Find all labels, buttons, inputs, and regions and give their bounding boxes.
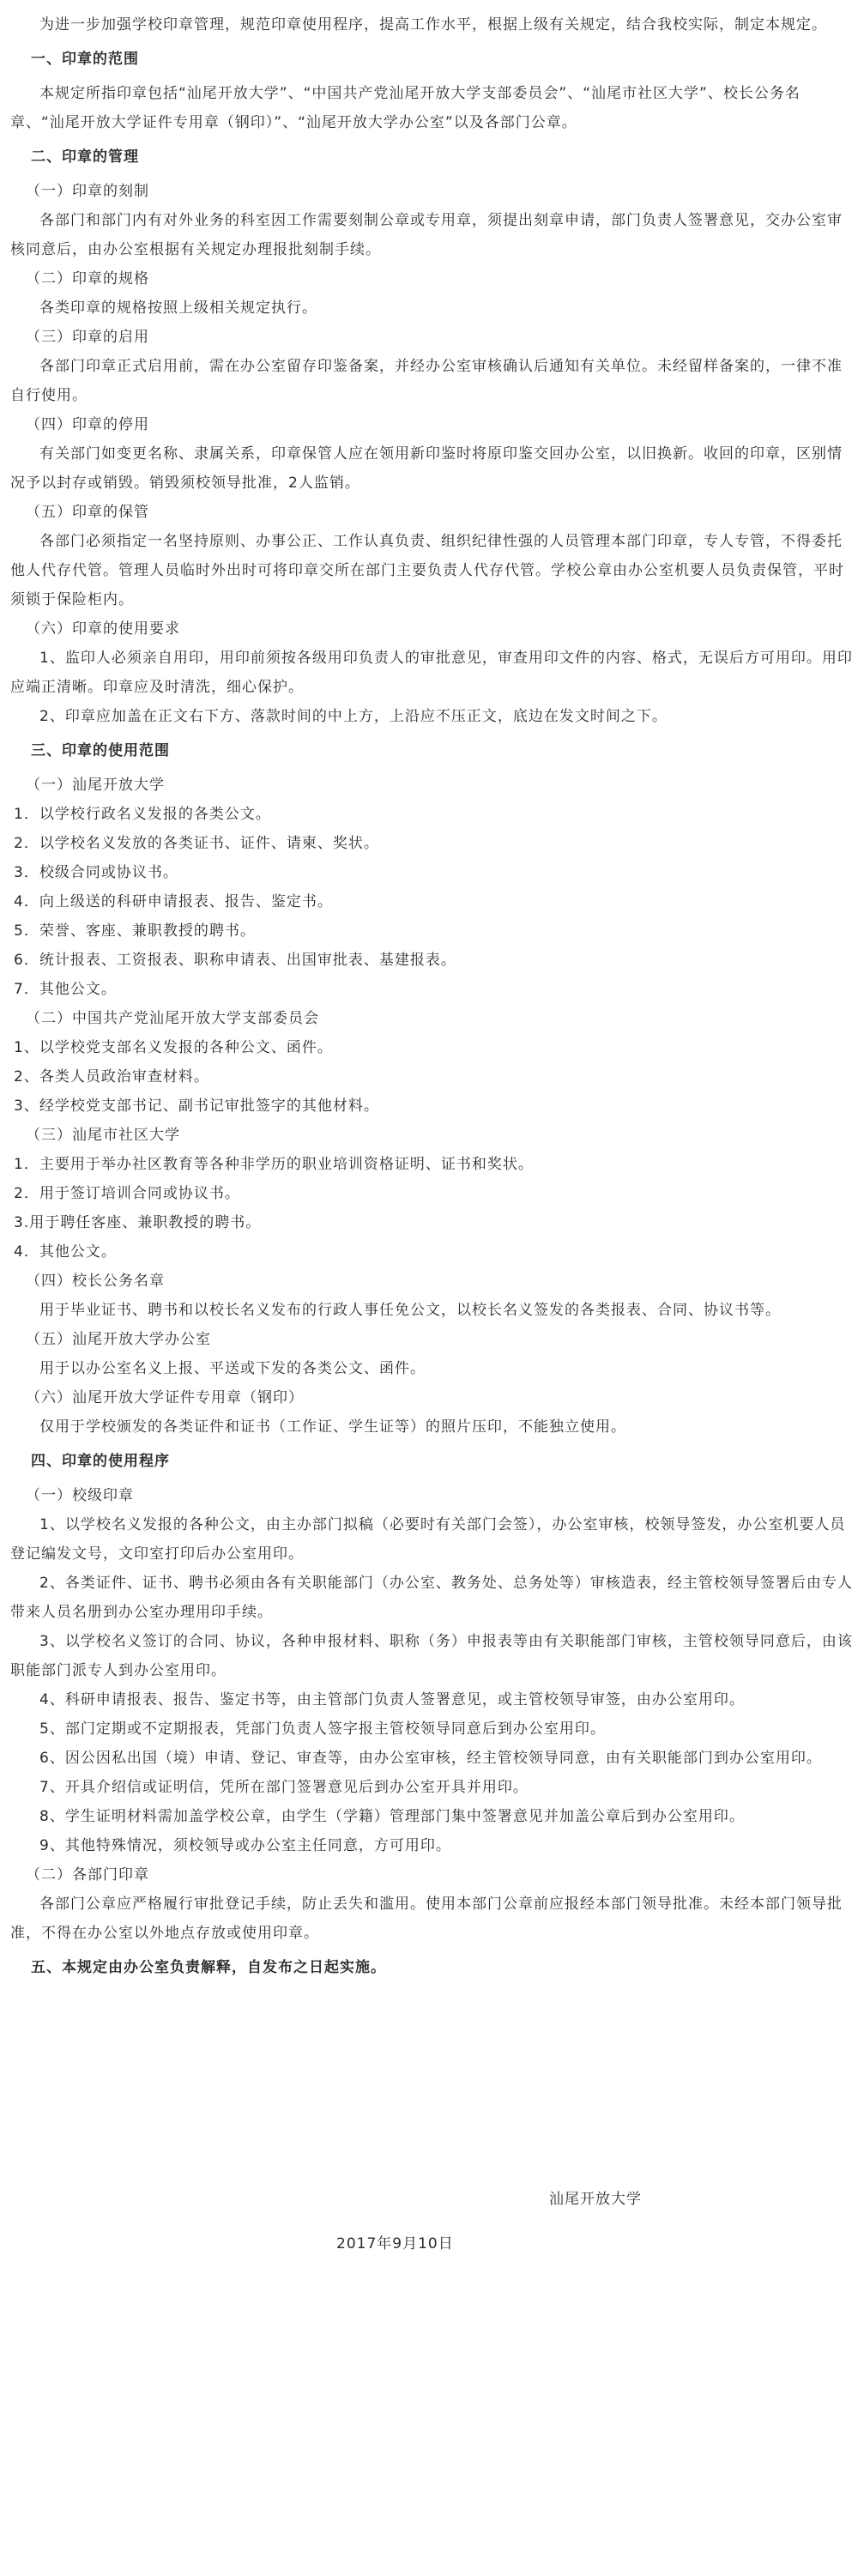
body-paragraph: 用于毕业证书、聘书和以校长名义发布的行政人事任免公文，以校长名义签发的各类报表、合同、协议书等。 [39, 1302, 781, 1319]
list-item: 7．其他公文。 [14, 981, 117, 998]
body-paragraph: 仅用于学校颁发的各类证件和证书（工作证、学生证等）的照片压印，不能独立使用。 [39, 1418, 626, 1436]
list-item: 4．其他公文。 [14, 1243, 117, 1261]
body-paragraph: 各部门和部门内有对外业务的科室因工作需要刻制公章或专用章，须提出刻章申请，部门负责人签署意见，交办公室审核同意后，由办公室根据有关规定办理报批刻制手续。 [10, 212, 843, 258]
subsection-heading: （二）各部门印章 [26, 1866, 149, 1884]
list-item: 2．以学校名义发放的各类证书、证件、请柬、奖状。 [14, 835, 379, 852]
section-heading: 二、印章的管理 [31, 148, 139, 166]
body-paragraph: 各部门印章正式启用前，需在办公室留存印鉴备案，并经办公室审核确认后通知有关单位。未经留样备案的，一律不准自行使用。 [10, 358, 843, 404]
body-paragraph: 5、部门定期或不定期报表，凭部门负责人签字报主管校领导同意后到办公室用印。 [39, 1720, 606, 1738]
section-heading: 四、印章的使用程序 [31, 1453, 170, 1470]
subsection-heading: （六）汕尾开放大学证件专用章（钢印） [26, 1389, 304, 1406]
body-paragraph: 各类印章的规格按照上级相关规定执行。 [39, 299, 317, 317]
sections-container [10, 45, 854, 1948]
body-paragraph: 2、各类证件、证书、聘书必须由各有关职能部门（办公室、教务处、总务处等）审核造表，经主管校领导签署后由专人带来人员名册到办公室办理用印手续。 [10, 1575, 853, 1621]
signature-organization: 汕尾开放大学 [549, 2191, 642, 2208]
subsection-heading: （五）汕尾开放大学办公室 [26, 1331, 211, 1348]
list-item: 2、各类人员政治审查材料。 [14, 1068, 209, 1085]
list-item: 1．以学校行政名义发报的各类公文。 [14, 806, 271, 823]
list-item: 3．校级合同或协议书。 [14, 864, 178, 881]
body-paragraph: 有关部门如变更名称、隶属关系，印章保管人应在领用新印鉴时将原印鉴交回办公室，以旧换新。收回的印章，区别情况予以封存或销毁。销毁须校领导批准，2人监销。 [10, 445, 843, 492]
subsection-heading: （三）印章的启用 [26, 329, 149, 346]
subsection-heading: （三）汕尾市社区大学 [26, 1127, 180, 1144]
subsection-heading: （四）印章的停用 [26, 416, 149, 433]
body-paragraph: 8、学生证明材料需加盖学校公章，由学生（学籍）管理部门集中签署意见并加盖公章后到办公室用印。 [39, 1808, 745, 1825]
section-heading: 一、印章的范围 [31, 51, 139, 68]
subsection-heading: （一）印章的刻制 [26, 183, 149, 200]
subsection-heading: （六）印章的使用要求 [26, 620, 180, 638]
signature-date: 2017年9月10日 [336, 2235, 454, 2252]
spacer [10, 1987, 854, 2185]
intro-paragraph: 为进一步加强学校印章管理，规范印章使用程序，提高工作水平，根据上级有关规定，结合我校实际，制定本规定。 [39, 16, 827, 33]
body-paragraph: 1、以学校名义发报的各种公文，由主办部门拟稿（必要时有关部门会签），办公室审核，校领导签发，办公室机要人员登记编发文号，文印室打印后办公室用印。 [10, 1516, 846, 1563]
list-item: 2．用于签订培训合同或协议书。 [14, 1185, 240, 1202]
body-paragraph: 9、其他特殊情况，须校领导或办公室主任同意，方可用印。 [39, 1837, 451, 1854]
body-paragraph: 6、因公因私出国（境）申请、登记、审查等，由办公室审核，经主管校领导同意，由有关职能部门到办公室用印。 [39, 1750, 822, 1767]
list-item: 4．向上级送的科研申请报表、报告、鉴定书。 [14, 893, 333, 910]
body-paragraph: 4、科研申请报表、报告、鉴定书等，由主管部门负责人签署意见，或主管校领导审签，由办公室用印。 [39, 1691, 745, 1708]
body-paragraph: 用于以办公室名义上报、平送或下发的各类公文、函件。 [39, 1360, 426, 1377]
body-paragraph: 各部门必须指定一名坚持原则、办事公正、工作认真负责、组织纪律性强的人员管理本部门印章，专人专管，不得委托他人代存代管。管理人员临时外出时可将印章交所在部门主要负责人代存代管。学校公章由办公室机要人员负责保管，平时须锁于保险柜内。 [10, 533, 844, 608]
subsection-heading: （一）校级印章 [26, 1487, 134, 1504]
body-paragraph: 本规定所指印章包括“汕尾开放大学”、“中国共产党汕尾开放大学支部委员会”、“汕尾市社区大学”、校长公务名章、“汕尾开放大学证件专用章（钢印）”、“汕尾开放大学办公室”以及各部门公章。 [10, 85, 801, 131]
body-paragraph: 2、印章应加盖在正文右下方、落款时间的中上方，上沿应不压正文，底边在发文时间之下。 [39, 708, 668, 725]
subsection-heading: （二）印章的规格 [26, 270, 149, 287]
list-item: 5．荣誉、客座、兼职教授的聘书。 [14, 922, 256, 940]
list-item: 1．主要用于举办社区教育等各种非学历的职业培训资格证明、证书和奖状。 [14, 1156, 534, 1173]
body-paragraph: 各部门公章应严格履行审批登记手续，防止丢失和滥用。使用本部门公章前应报经本部门领导批准。未经本部门领导批准，不得在办公室以外地点存放或使用印章。 [10, 1896, 843, 1942]
body-paragraph: 7、开具介绍信或证明信，凭所在部门签署意见后到办公室开具并用印。 [39, 1779, 529, 1796]
subsection-heading: （二）中国共产党汕尾开放大学支部委员会 [26, 1010, 319, 1027]
subsection-heading: （五）印章的保管 [26, 504, 149, 521]
section-heading: 三、印章的使用范围 [31, 742, 170, 759]
list-item: 1、以学校党支部名义发报的各种公文、函件。 [14, 1039, 333, 1056]
final-clause: 五、本规定由办公室负责解释，自发布之日起实施。 [31, 1959, 386, 1976]
subsection-heading: （四）校长公务名章 [26, 1273, 165, 1290]
list-item: 6．统计报表、工资报表、职称申请表、出国审批表、基建报表。 [14, 952, 456, 969]
list-item: 3.用于聘任客座、兼职教授的聘书。 [14, 1214, 262, 1231]
body-paragraph: 3、以学校名义签订的合同、协议，各种申报材料、职称（务）申报表等由有关职能部门审核，主管校领导同意后，由该职能部门派专人到办公室用印。 [10, 1633, 853, 1679]
list-item: 3、经学校党支部书记、副书记审批签字的其他材料。 [14, 1098, 379, 1115]
subsection-heading: （一）汕尾开放大学 [26, 777, 165, 794]
body-paragraph: 1、监印人必须亲自用印，用印前须按各级用印负责人的审批意见，审查用印文件的内容、格式，无误后方可用印。用印应端正清晰。印章应及时清洗，细心保护。 [10, 650, 853, 696]
